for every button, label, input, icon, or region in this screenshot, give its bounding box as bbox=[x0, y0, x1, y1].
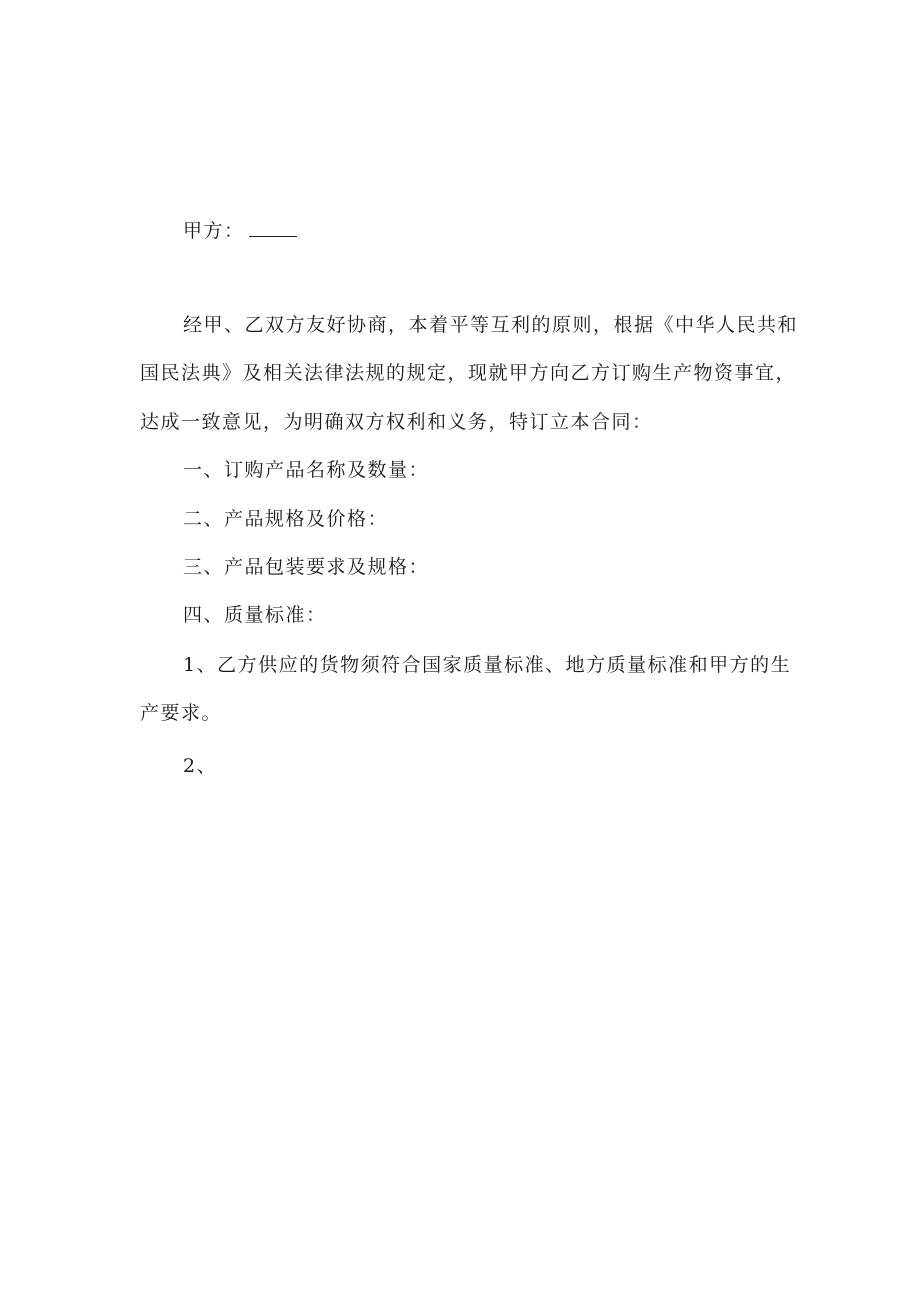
intro-line-2: 国民法典》及相关法律法规的规定，现就甲方向乙方订购生产物资事宜， bbox=[140, 362, 797, 384]
quality-clause-1-line-2: 产要求。 bbox=[140, 702, 223, 724]
intro-line-1: 经甲、乙双方友好协商，本着平等互利的原则，根据《中华人民共和 bbox=[183, 314, 799, 336]
section-heading-4: 四、质量标准： bbox=[183, 604, 327, 626]
intro-line-3: 达成一致意见，为明确双方权利和义务，特订立本合同： bbox=[140, 411, 653, 433]
quality-clause-2: 2、 bbox=[183, 755, 218, 777]
quality-clause-1-line-1: 1、乙方供应的货物须符合国家质量标准、地方质量标准和甲方的生 bbox=[183, 654, 792, 676]
party-a-label: 甲方： bbox=[183, 220, 245, 242]
section-heading-2: 二、产品规格及价格： bbox=[183, 508, 389, 530]
section-heading-1: 一、订购产品名称及数量： bbox=[183, 459, 430, 481]
party-a-blank bbox=[249, 220, 297, 237]
section-heading-3: 三、产品包装要求及规格： bbox=[183, 556, 430, 578]
party-a-line bbox=[183, 219, 823, 243]
